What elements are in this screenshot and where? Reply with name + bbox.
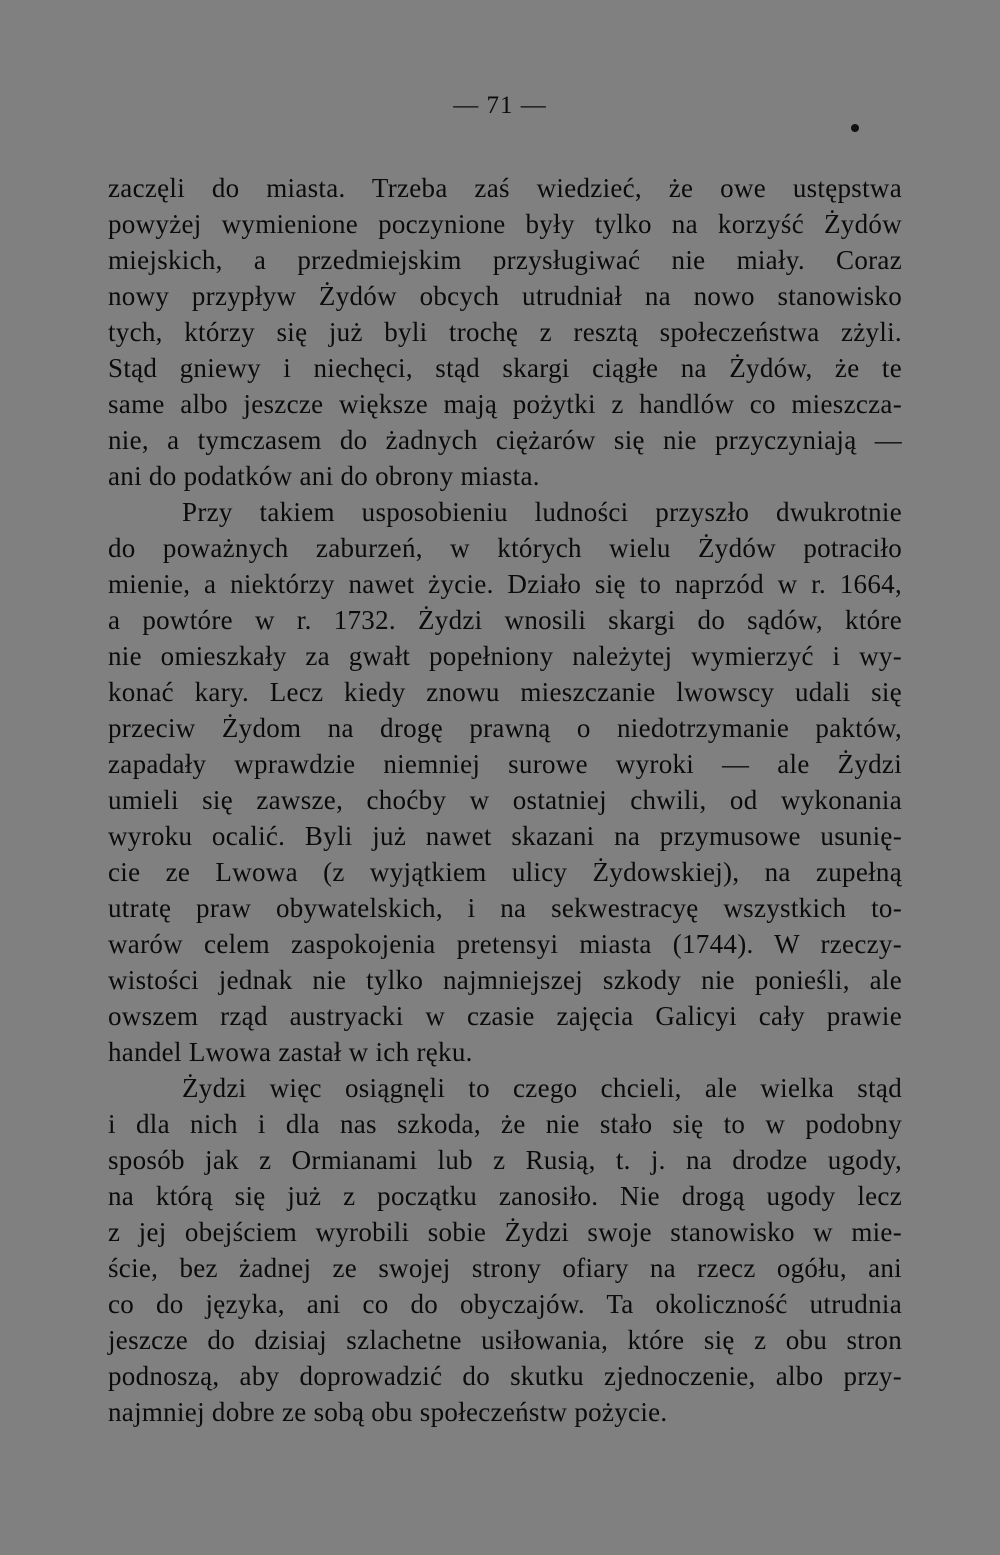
text-line: utratę praw obywatelskich, i na sekwestracyę wszystkich to- <box>108 893 902 923</box>
text-line: powyżej wymienione poczynione były tylko na korzyść Żydów <box>108 209 902 239</box>
text-line: umieli się zawsze, choćby w ostatniej chwili, od wykonania <box>108 785 902 815</box>
text-line: warów celem zaspokojenia pretensyi miasta (1744). W rzeczy- <box>108 929 902 959</box>
ink-speck <box>851 124 859 132</box>
text-line: mienie, a niektórzy nawet życie. Działo się to naprzód w r. 1664, <box>108 569 902 599</box>
text-line: nie omieszkały za gwałt popełniony należytej wymierzyć i wy- <box>108 641 902 671</box>
text-line: zapadały wprawdzie niemniej surowe wyroki — ale Żydzi <box>108 749 902 779</box>
text-line: wyroku ocalić. Byli już nawet skazani na przymusowe usunię- <box>108 821 902 851</box>
text-line: z jej obejściem wyrobili sobie Żydzi swoje stanowisko w mie- <box>108 1217 902 1247</box>
body-text <box>108 170 902 1430</box>
text-line: najmniej dobre ze sobą obu społeczeństw pożycie. <box>108 1397 668 1427</box>
text-line: nowy przypływ Żydów obcych utrudniał na nowo stanowisko <box>108 281 902 311</box>
text-line: zaczęli do miasta. Trzeba zaś wiedzieć, że owe ustępstwa <box>108 173 902 203</box>
text-line: przeciw Żydom na drogę prawną o niedotrzymanie paktów, <box>108 713 902 743</box>
text-line: jeszcze do dzisiaj szlachetne usiłowania, które się z obu stron <box>108 1325 902 1355</box>
text-line: cie ze Lwowa (z wyjątkiem ulicy Żydowskiej), na zupełną <box>108 857 902 887</box>
page-number: — 71 — <box>453 92 547 119</box>
text-line: tych, którzy się już byli trochę z resztą społeczeństwa zżyli. <box>108 317 902 347</box>
text-line: miejskich, a przedmiejskim przysługiwać nie miały. Coraz <box>108 245 902 275</box>
text-line: do poważnych zaburzeń, w których wielu Żydów potraciło <box>108 533 902 563</box>
text-line: konać kary. Lecz kiedy znowu mieszczanie lwowscy udali się <box>108 677 902 707</box>
text-line: ani do podatków ani do obrony miasta. <box>108 461 540 491</box>
paragraph-first-line: Przy takiem usposobieniu ludności przyszło dwukrotnie <box>182 497 902 527</box>
text-line: co do języka, ani co do obyczajów. Ta okoliczność utrudnia <box>108 1289 902 1319</box>
text-line: nie, a tymczasem do żadnych ciężarów się nie przyczyniają — <box>108 425 902 455</box>
text-line: Stąd gniewy i niechęci, stąd skargi ciągłe na Żydów, że te <box>108 353 902 383</box>
text-line: wistości jednak nie tylko najmniejszej szkody nie ponieśli, ale <box>108 965 902 995</box>
text-line: na którą się już z początku zanosiło. Nie drogą ugody lecz <box>108 1181 902 1211</box>
text-line: sposób jak z Ormianami lub z Rusią, t. j. na drodze ugody, <box>108 1145 902 1175</box>
text-line: podnoszą, aby doprowadzić do skutku zjednoczenie, albo przy- <box>108 1361 902 1391</box>
text-line: handel Lwowa zastał w ich ręku. <box>108 1037 473 1067</box>
text-line: owszem rząd austryacki w czasie zajęcia Galicyi cały prawie <box>108 1001 902 1031</box>
text-line: i dla nich i dla nas szkoda, że nie stało się to w podobny <box>108 1109 902 1139</box>
text-line: a powtóre w r. 1732. Żydzi wnosili skargi do sądów, które <box>108 605 902 635</box>
text-line: ście, bez żadnej ze swojej strony ofiary na rzecz ogółu, ani <box>108 1253 902 1283</box>
paragraph-first-line: Żydzi więc osiągnęli to czego chcieli, ale wielka stąd <box>182 1073 902 1103</box>
text-line: same albo jeszcze większe mają pożytki z handlów co mieszcza- <box>108 389 902 419</box>
